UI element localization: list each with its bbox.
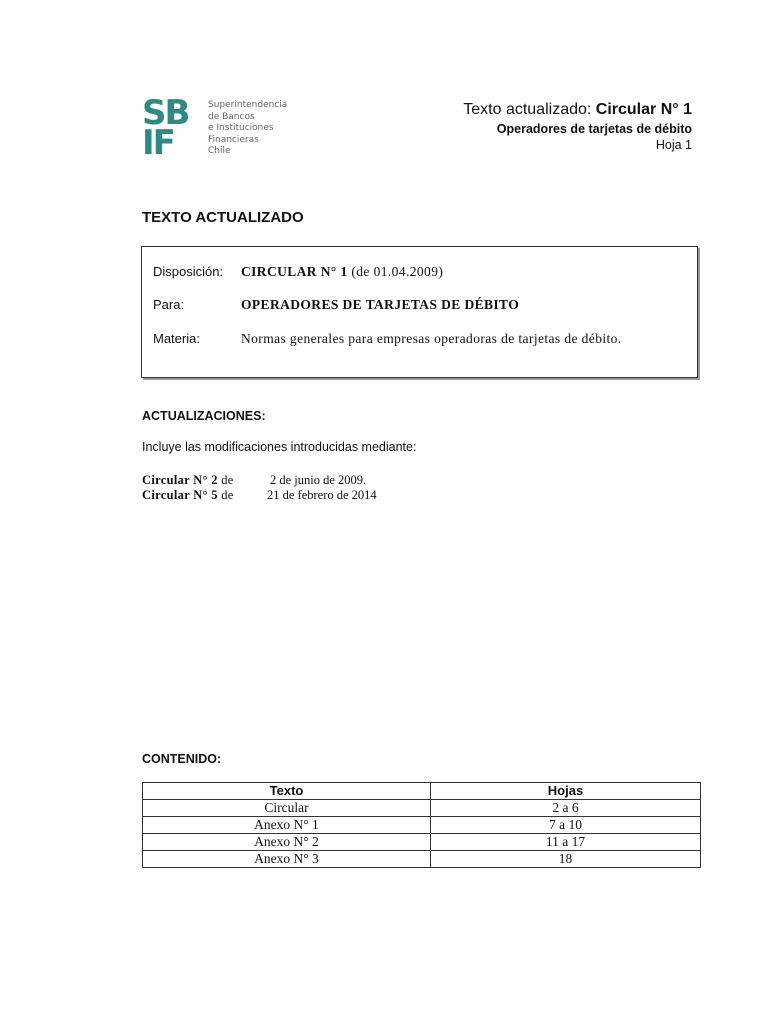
table-cell-hojas: 18 — [431, 851, 701, 868]
table-cell-texto: Circular — [143, 800, 431, 817]
page-header — [463, 101, 692, 152]
logo-line: e Instituciones — [208, 123, 274, 133]
materia-value: Normas generales para empresas operadoras de tarjetas de débito. — [241, 331, 622, 346]
table-row — [143, 851, 701, 868]
update-date: 2 de junio de 2009. — [270, 473, 367, 487]
table-row — [143, 817, 701, 834]
header-title-bold: Circular N° 1 — [595, 101, 692, 118]
update-date: 21 de febrero de 2014 — [267, 488, 377, 502]
header-subtitle: Operadores de tarjetas de débito — [496, 122, 692, 136]
logo-line: Financieras — [208, 134, 259, 145]
header-title — [463, 101, 692, 119]
materia-label: Materia: — [153, 331, 200, 346]
table-cell-texto: Anexo N° 3 — [143, 851, 431, 868]
logo-mark — [142, 93, 202, 163]
page-title: TEXTO ACTUALIZADO — [142, 209, 304, 226]
table-header-texto: Texto — [143, 783, 431, 800]
table-cell-hojas: 11 a 17 — [431, 834, 701, 851]
header-title-prefix: Texto actualizado: — [463, 101, 596, 118]
update-circular-name: Circular N° 2 — [142, 473, 218, 487]
table-cell-hojas: 2 a 6 — [431, 800, 701, 817]
update-de: de — [221, 488, 234, 502]
logo-line: Superintendencia — [208, 100, 288, 110]
logo-mark-line2: IF — [142, 123, 174, 163]
disposition-box — [141, 246, 698, 378]
table-header-row — [143, 783, 701, 800]
update-circular-name: Circular N° 5 — [142, 488, 218, 502]
table-row — [143, 834, 701, 851]
para-label: Para: — [153, 297, 185, 312]
logo-mark-line1: SB — [142, 93, 189, 133]
table-header-hojas: Hojas — [431, 783, 701, 800]
update-circular — [142, 473, 234, 488]
disposicion-value-bold: CIRCULAR N° 1 — [241, 264, 348, 279]
table-row — [143, 800, 701, 817]
header-page-number: Hoja 1 — [655, 138, 692, 152]
actualizaciones-intro: Incluye las modificaciones introducidas mediante: — [142, 440, 417, 454]
actualizaciones-heading: ACTUALIZACIONES: — [142, 409, 266, 423]
disposicion-label: Disposición: — [153, 264, 224, 279]
table-cell-texto: Anexo N° 2 — [143, 834, 431, 851]
disposicion-value-rest: (de 01.04.2009) — [347, 264, 444, 279]
logo-text — [208, 100, 287, 158]
logo-line: Chile — [208, 146, 231, 156]
contents-table — [142, 782, 701, 868]
logo-line: de Bancos — [208, 111, 255, 122]
update-circular — [142, 488, 234, 503]
para-value: OPERADORES DE TARJETAS DE DÉBITO — [241, 297, 520, 312]
disposicion-value — [241, 264, 443, 280]
table-cell-hojas: 7 a 10 — [431, 817, 701, 834]
table-cell-texto: Anexo N° 1 — [143, 817, 431, 834]
update-de: de — [221, 473, 234, 487]
sbif-logo — [142, 93, 288, 163]
contenido-heading: CONTENIDO: — [142, 752, 222, 766]
